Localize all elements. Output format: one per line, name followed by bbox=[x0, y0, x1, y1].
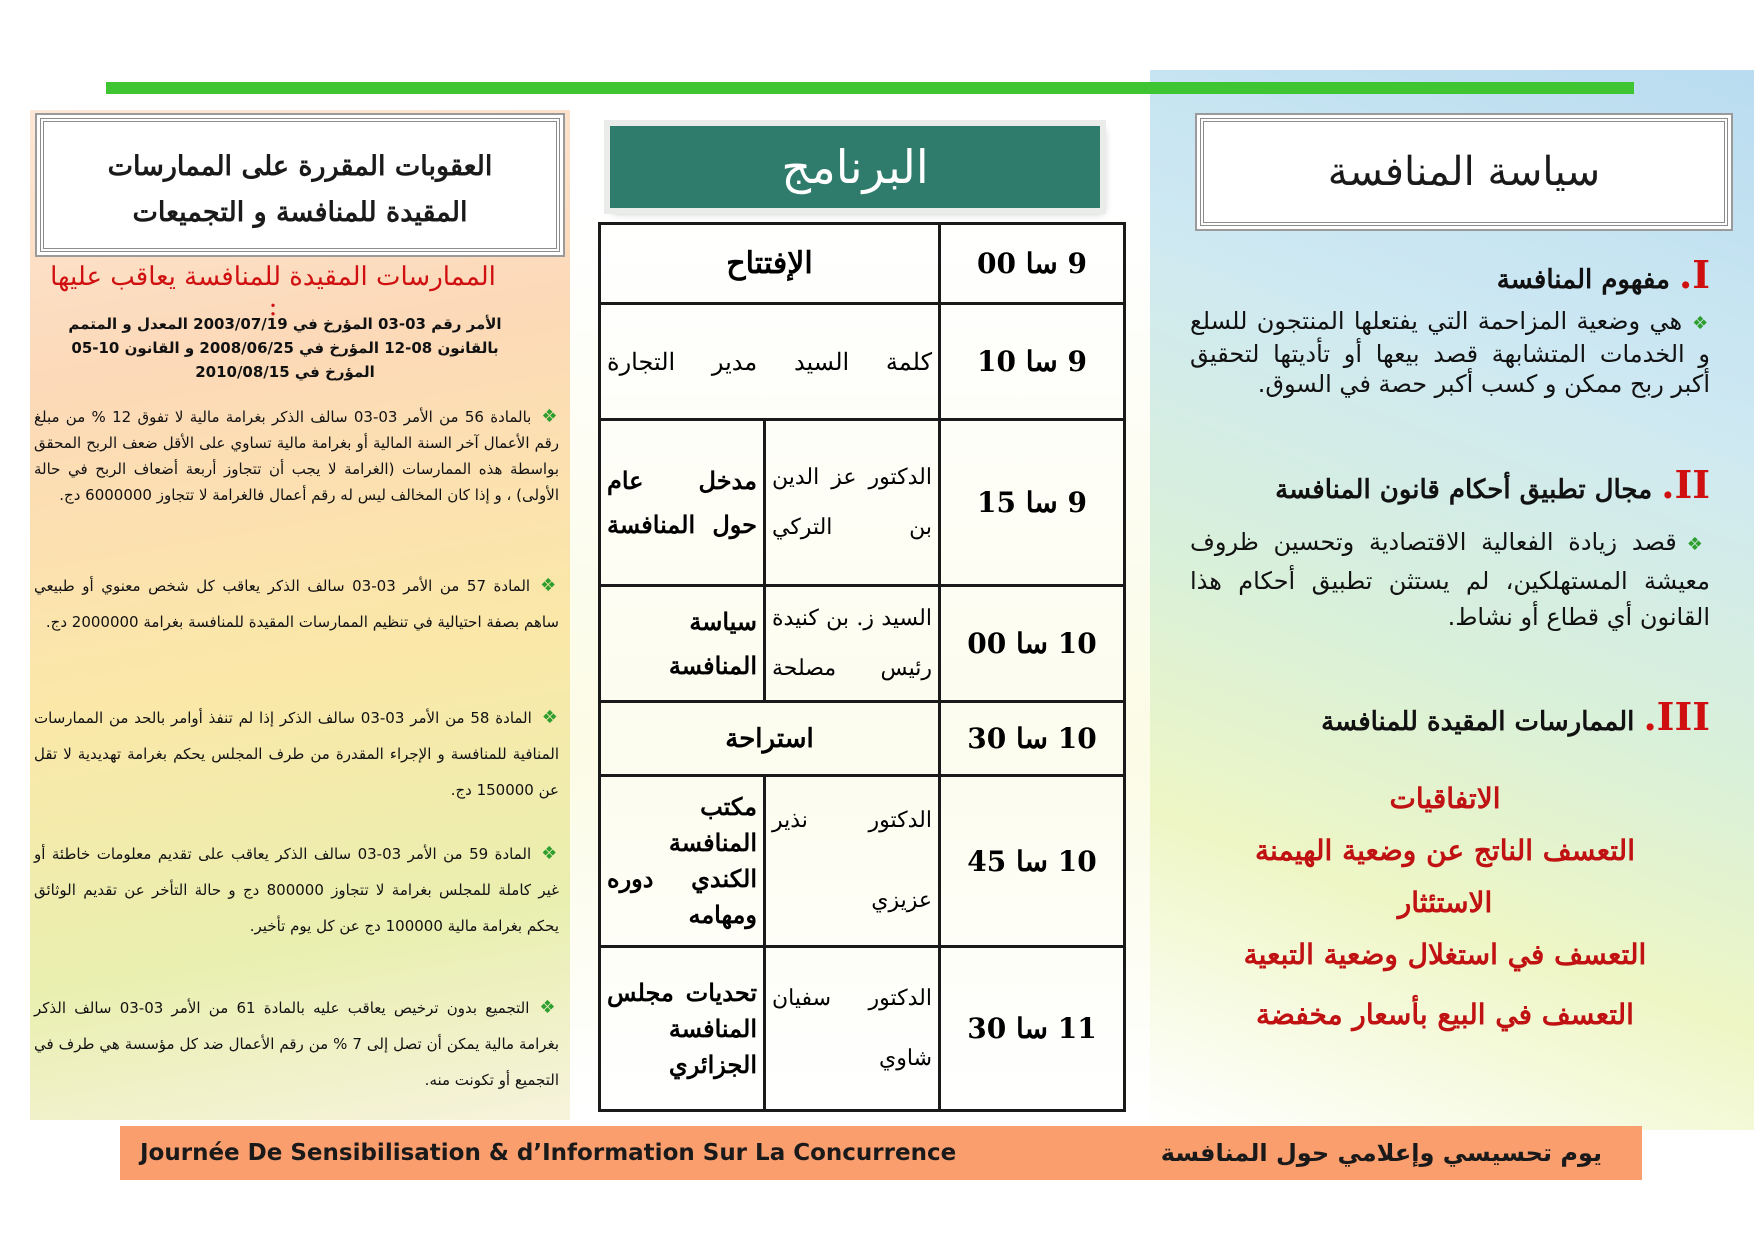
section-3-number: III. bbox=[1643, 694, 1710, 739]
schedule-row bbox=[600, 586, 1125, 702]
schedule-item: الإفتتاح bbox=[600, 224, 940, 304]
schedule-topic: مكتب المنافسة الكندي دوره ومهامه bbox=[600, 776, 765, 947]
competition-policy-title-box bbox=[1200, 118, 1728, 226]
schedule-speaker: الدكتور عز الدين بن التركي bbox=[765, 420, 940, 586]
schedule-time: 10 سا 45 bbox=[940, 776, 1125, 947]
schedule-topic: سياسة المنافسة bbox=[600, 586, 765, 702]
article-57 bbox=[34, 568, 559, 640]
footer-arabic-title: يوم تحسيسي وإعلامي حول المنافسة bbox=[1160, 1139, 1602, 1167]
article-59 bbox=[34, 836, 559, 944]
section-1-text: هي وضعية المزاحمة التي يفتعلها المنتجون للسلع و الخدمات المتشابهة قصد بيعها أو تأديتها لتحقيق أكبر ربح ممكن و كسب أكبر حصة في السوق. bbox=[1190, 307, 1710, 398]
schedule-time: 11 سا 30 bbox=[940, 947, 1125, 1111]
law-reference-line2: بالقانون 08-12 المؤرخ في 2008/06/25 و القانون 10-05 bbox=[71, 339, 499, 357]
schedule-time: 9 سا 10 bbox=[940, 304, 1125, 420]
schedule-speaker: الدكتور سفيان شاوي bbox=[765, 947, 940, 1111]
program-banner bbox=[610, 126, 1100, 208]
section-3-heading bbox=[1240, 694, 1710, 739]
schedule-row bbox=[600, 702, 1125, 776]
diamond-bullet-icon: ❖ bbox=[541, 843, 559, 864]
schedule-time: 9 سا 00 bbox=[940, 224, 1125, 304]
article-56-text: بالمادة 56 من الأمر 03-03 سالف الذكر بغرامة مالية لا تفوق 12 % من مبلغ رقم الأعمال آخر السنة المالية أو بغرامة مالية تساوي على الأقل ضعف الربح المحقق بواسطة هذه الممارسات (الغرامة لا يجب أن تتجاوز أربعة أضعاف الربح في حالة الأولى) ، و إذا كان المخالف ليس له رقم أعمال فالغرامة لا تتجاوز 6000000 دج. bbox=[34, 408, 559, 504]
section-2-heading bbox=[1240, 462, 1710, 507]
diamond-bullet-icon: ❖ bbox=[541, 406, 559, 427]
law-reference bbox=[60, 312, 510, 384]
program-schedule-table bbox=[598, 222, 1126, 1112]
section-1-title: مفهوم المنافسة bbox=[1496, 265, 1670, 295]
schedule-row bbox=[600, 776, 1125, 947]
section-1-body bbox=[1190, 306, 1710, 399]
penalties-title-line1: العقوبات المقررة على الممارسات bbox=[107, 151, 493, 182]
program-banner-title: البرنامج bbox=[781, 140, 929, 194]
section-2-text: قصد زيادة الفعالية الاقتصادية وتحسين ظروف معيشة المستهلكين، لم يستثن تطبيق أحكام هذا القانون أي قطاع أو نشاط. bbox=[1190, 528, 1710, 631]
schedule-item: استراحة bbox=[600, 702, 940, 776]
practice-item: التعسف في استغلال وضعية التبعية bbox=[1243, 938, 1647, 971]
schedule-topic: مدخل عام حول المنافسة bbox=[600, 420, 765, 586]
schedule-speaker: الدكتور نذير عزيزي bbox=[765, 776, 940, 947]
practice-item: الاستئثار bbox=[1397, 886, 1493, 919]
section-2-number: II. bbox=[1661, 462, 1710, 507]
practice-item: التعسف الناتج عن وضعية الهيمنة bbox=[1255, 834, 1635, 867]
section-1-number: I. bbox=[1678, 252, 1710, 297]
schedule-row bbox=[600, 420, 1125, 586]
schedule-time: 10 سا 00 bbox=[940, 586, 1125, 702]
footer-bar bbox=[120, 1126, 1642, 1180]
article-61-text: التجميع بدون ترخيص يعاقب عليه بالمادة 61 من الأمر 03-03 سالف الذكر بغرامة مالية يمكن أن تصل إلى 7 % من رقم الأعمال ضد كل مؤسسة هي طرف في التجميع أو تكونت منه. bbox=[34, 999, 559, 1089]
schedule-speaker: السيد ز. بن كنيدة رئيس مصلحة bbox=[765, 586, 940, 702]
diamond-bullet-icon: ❖ bbox=[540, 575, 559, 596]
schedule-time: 9 سا 15 bbox=[940, 420, 1125, 586]
schedule-topic: تحديات مجلس المنافسة الجزائري bbox=[600, 947, 765, 1111]
practice-item: الاتفاقيات bbox=[1389, 782, 1501, 815]
penalties-title-box bbox=[40, 118, 560, 252]
penalties-title-line2: المقيدة للمنافسة و التجميعات bbox=[132, 197, 468, 228]
section-2-body bbox=[1190, 524, 1710, 635]
top-divider-line bbox=[106, 82, 1634, 94]
article-61 bbox=[34, 990, 559, 1098]
section-3-title: الممارسات المقيدة للمنافسة bbox=[1321, 707, 1635, 737]
article-58 bbox=[34, 700, 559, 808]
diamond-bullet-icon: ❖ bbox=[541, 707, 559, 728]
schedule-row bbox=[600, 224, 1125, 304]
section-1-heading bbox=[1240, 252, 1710, 297]
practice-item: التعسف في البيع بأسعار مخفضة bbox=[1256, 998, 1634, 1031]
article-56 bbox=[34, 404, 559, 508]
diamond-bullet-icon: ❖ bbox=[539, 997, 559, 1018]
schedule-row bbox=[600, 947, 1125, 1111]
schedule-row bbox=[600, 304, 1125, 420]
law-reference-line3: المؤرخ في 2010/08/15 bbox=[195, 363, 375, 381]
penalties-title bbox=[44, 144, 556, 236]
article-58-text: المادة 58 من الأمر 03-03 سالف الذكر إذا لم تنفذ أوامر بالحد من الممارسات المنافية للمنافسة و الإجراء المقدرة من طرف المجلس يحكم بغرامة تهديدية لا تقل عن 150000 دج. bbox=[34, 709, 559, 799]
article-57-text: المادة 57 من الأمر 03-03 سالف الذكر يعاقب كل شخص معنوي أو طبيعي ساهم بصفة احتيالية في تنظيم الممارسات المقيدة للمنافسة بغرامة 2000000 دج. bbox=[34, 577, 559, 631]
competition-policy-title: سياسة المنافسة bbox=[1327, 149, 1601, 195]
schedule-item: كلمة السيد مدير التجارة bbox=[600, 304, 940, 420]
law-reference-line1: الأمر رقم 03-03 المؤرخ في 2003/07/19 المعدل و المتمم bbox=[68, 315, 502, 333]
footer-french-title: Journée De Sensibilisation & d’Information Sur La Concurrence bbox=[140, 1140, 957, 1166]
diamond-bullet-icon: ❖ bbox=[1686, 534, 1711, 555]
penalties-heading: الممارسات المقيدة للمنافسة يعاقب عليها : bbox=[50, 262, 496, 322]
schedule-time: 10 سا 30 bbox=[940, 702, 1125, 776]
section-2-title: مجال تطبيق أحكام قانون المنافسة bbox=[1275, 475, 1653, 505]
diamond-bullet-icon: ❖ bbox=[1692, 313, 1710, 334]
article-59-text: المادة 59 من الأمر 03-03 سالف الذكر يعاقب على تقديم معلومات خاطئة أو غير كاملة للمجلس بغرامة لا تتجاوز 800000 دج و حالة التأخر عن تقديم الوثائق يحكم بغرامة مالية 100000 دج عن كل يوم تأخير. bbox=[34, 845, 559, 935]
